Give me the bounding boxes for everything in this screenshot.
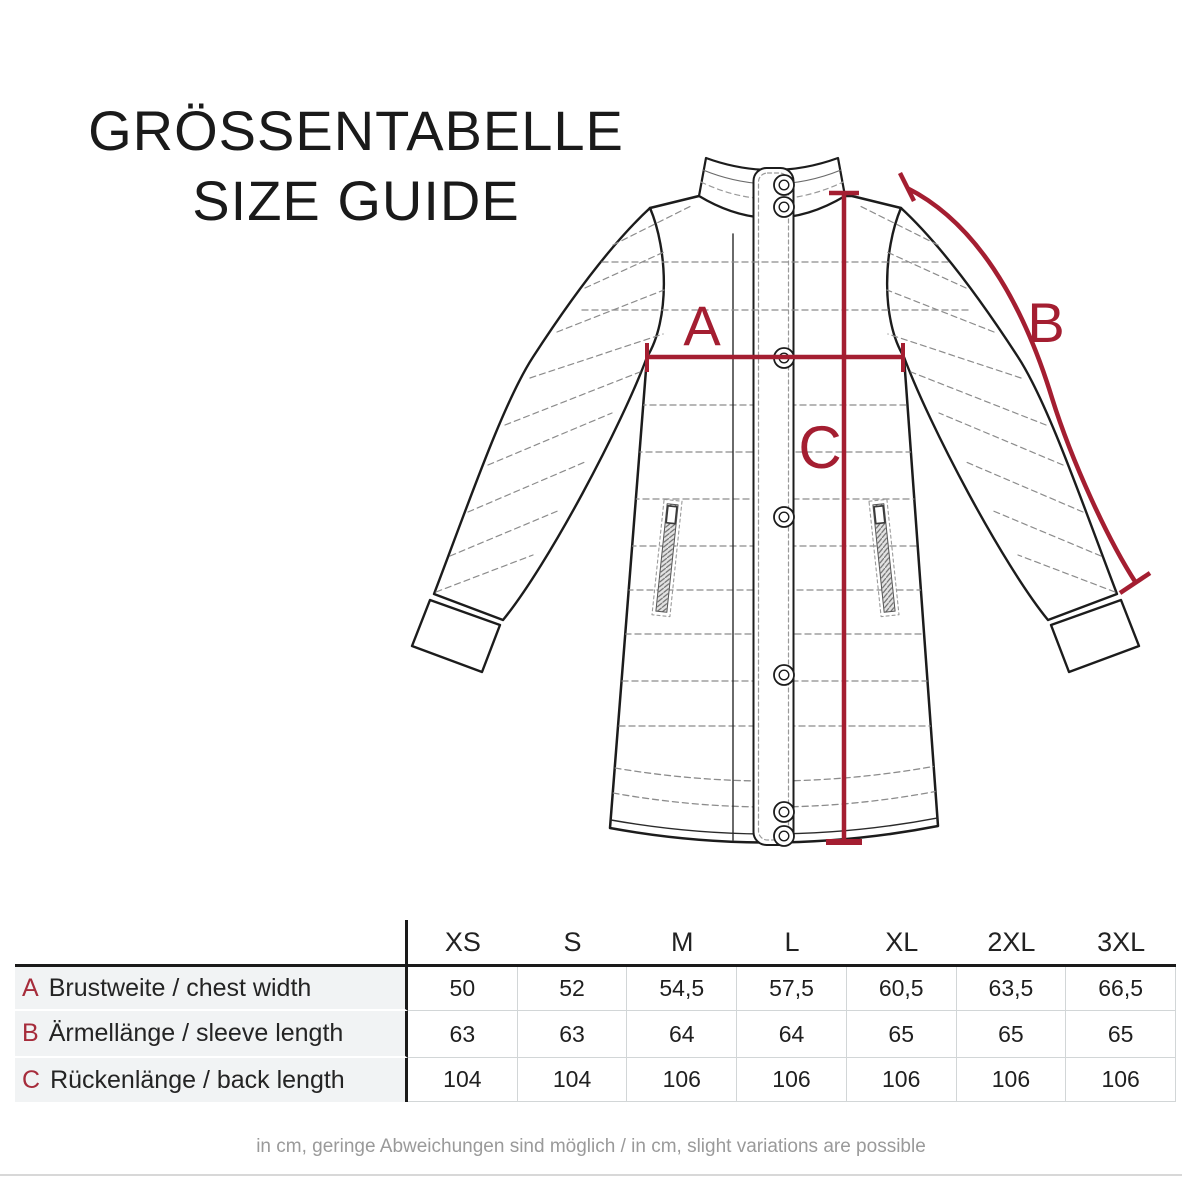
table-corner-cell [15,920,408,967]
sleeve-length-m: 64 [627,1011,737,1058]
back-length-s: 104 [518,1058,628,1102]
label-b: B [1027,291,1065,354]
size-header-l: L [737,920,847,967]
row-label-sleeve-length [15,1011,408,1058]
snap-button [774,197,794,217]
back-length-3xl: 106 [1066,1058,1176,1102]
jacket-sketch [412,158,1139,846]
bottom-divider [0,1174,1182,1176]
row-key-a: A [22,973,39,1002]
front-placket [754,168,794,845]
sleeve-length-2xl: 65 [957,1011,1067,1058]
label-c: C [798,414,842,481]
size-header-m: M [627,920,737,967]
chest-width-xs: 50 [408,967,518,1011]
snap-button [774,175,794,195]
label-a: A [683,294,721,357]
sleeve-length-l: 64 [737,1011,847,1058]
size-header-2xl: 2XL [957,920,1067,967]
snap-button [774,826,794,846]
chest-width-xl: 60,5 [847,967,957,1011]
back-length-xs: 104 [408,1058,518,1102]
row-label-text: Ärmellänge / sleeve length [48,1019,344,1047]
back-length-m: 106 [627,1058,737,1102]
title-line-en: SIZE GUIDE [192,169,520,232]
chest-width-2xl: 63,5 [957,967,1067,1011]
row-label-text: Brustweite / chest width [48,973,312,1002]
row-key-b: B [22,1019,39,1047]
units-note: in cm, geringe Abweichungen sind möglich / in cm, slight variations are possible [256,1136,926,1157]
snap-button [774,665,794,685]
chest-width-m: 54,5 [627,967,737,1011]
size-header-xl: XL [847,920,957,967]
row-label-text: Rückenlänge / back length [50,1065,345,1094]
snap-button [774,802,794,822]
right-sleeve [887,208,1117,620]
chest-width-3xl: 66,5 [1066,967,1176,1011]
back-length-l: 106 [737,1058,847,1102]
back-length-xl: 106 [847,1058,957,1102]
size-header-xs: XS [408,920,518,967]
row-key-c: C [22,1065,41,1094]
size-header-3xl: 3XL [1066,920,1176,967]
row-label-chest-width [15,967,408,1011]
title-line-de: GRÖSSENTABELLE [88,99,624,162]
zipper-pull [874,506,885,524]
back-length-2xl: 106 [957,1058,1067,1102]
sleeve-length-xs: 63 [408,1011,518,1058]
zipper-pull [666,506,677,524]
size-table [15,920,1176,1102]
sleeve-length-s: 63 [518,1011,628,1058]
size-header-s: S [518,920,628,967]
left-sleeve [434,208,664,620]
row-label-back-length [15,1058,408,1102]
chest-width-s: 52 [518,967,628,1011]
snap-button [774,507,794,527]
chest-width-l: 57,5 [737,967,847,1011]
sleeve-length-xl: 65 [847,1011,957,1058]
sleeve-length-3xl: 65 [1066,1011,1176,1058]
